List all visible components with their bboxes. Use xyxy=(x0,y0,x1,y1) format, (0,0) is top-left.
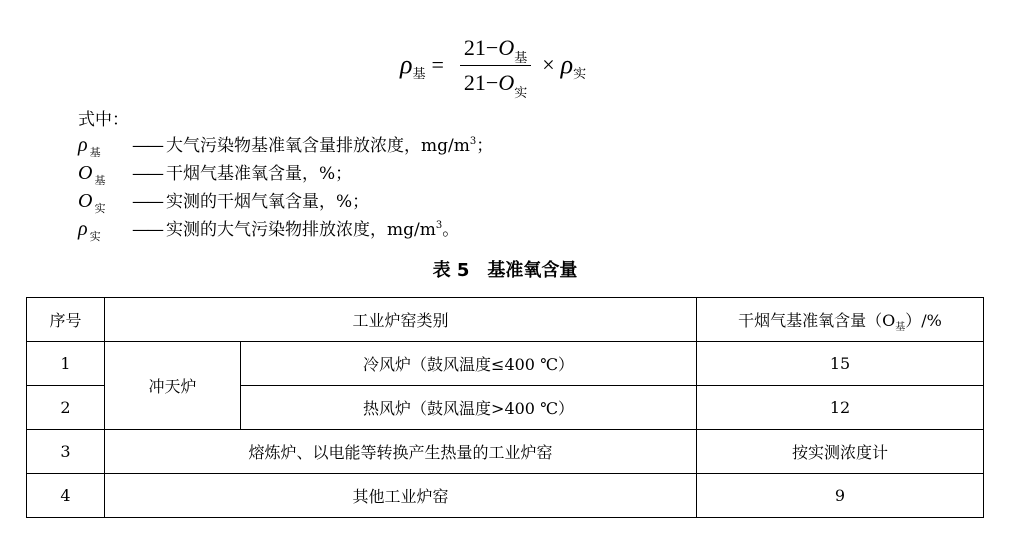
numerator-const: 21 xyxy=(463,34,486,60)
definition-symbol: O $_实$ xyxy=(78,190,106,215)
numerator-sub: 基 xyxy=(514,49,528,65)
formula-rhs-sub: 实 xyxy=(573,65,587,81)
denominator-const: 21 xyxy=(463,69,486,95)
formula-lhs-sub: 基 xyxy=(412,65,426,81)
definition-end: 。 xyxy=(442,220,460,240)
definition-item xyxy=(78,217,493,245)
header-oxygen: 干烟气基准氧含量$(O_基)/\%$ xyxy=(697,298,984,342)
formula-denominator xyxy=(460,65,531,100)
cell-category: 热风炉（鼓风温度>400 ℃） xyxy=(241,386,697,430)
definition-item xyxy=(78,161,493,189)
header-category: 工业炉窑类别 xyxy=(105,298,697,342)
definition-symbol: ρ $_基$ xyxy=(78,134,101,159)
table-header-row xyxy=(27,298,984,342)
definition-dash: —— xyxy=(132,164,162,184)
definition-text: 干烟气基准氧含量，%； xyxy=(166,164,353,184)
table-row xyxy=(27,474,984,518)
cell-group-label: 冲天炉 xyxy=(105,342,241,430)
formula-definitions xyxy=(78,108,493,245)
table-row xyxy=(27,342,984,386)
definitions-intro: 式中： xyxy=(78,110,129,130)
cell-no: 4 xyxy=(27,474,105,518)
cell-no: 3 xyxy=(27,430,105,474)
reference-oxygen-table xyxy=(26,297,984,518)
table-title: 表 5 基准氧含量 xyxy=(432,260,578,281)
formula-lhs-symbol: ρ xyxy=(400,50,413,79)
cell-category: 其他工业炉窑 xyxy=(105,474,697,518)
cell-category: 熔炼炉、以电能等转换产生热量的工业炉窑 xyxy=(105,430,697,474)
definition-text: 实测的大气污染物排放浓度，mg/m xyxy=(166,220,436,240)
cell-no: 1 xyxy=(27,342,105,386)
header-no: 序号 xyxy=(27,298,105,342)
table-row xyxy=(27,430,984,474)
formula-numerator xyxy=(460,35,531,65)
numerator-symbol: O xyxy=(498,34,515,60)
cell-value: 9 xyxy=(697,474,984,518)
denominator-sub: 实 xyxy=(514,84,528,100)
definition-text: 大气污染物基准氧含量排放浓度，mg/m xyxy=(166,136,470,156)
definition-sup: 3 xyxy=(469,136,477,147)
numerator-minus: − xyxy=(485,34,499,60)
formula-equals: = xyxy=(431,52,444,77)
formula-times: × xyxy=(542,52,555,77)
definition-item xyxy=(78,189,493,217)
oxygen-correction-formula xyxy=(400,30,586,100)
denominator-symbol: O xyxy=(498,69,515,95)
formula-rhs-symbol: ρ xyxy=(560,50,574,79)
definition-dash: —— xyxy=(132,192,162,212)
cell-value: 12 xyxy=(697,386,984,430)
definition-dash: —— xyxy=(132,220,162,240)
cell-no: 2 xyxy=(27,386,105,430)
definition-end: ； xyxy=(476,136,494,156)
formula-fraction xyxy=(460,34,531,100)
definition-item xyxy=(78,133,493,161)
definition-symbol: O $_基$ xyxy=(78,162,106,187)
definition-sup: 3 xyxy=(435,220,443,231)
cell-value: 按实测浓度计 xyxy=(697,430,984,474)
cell-category: 冷风炉（鼓风温度≤400 ℃） xyxy=(241,342,697,386)
denominator-minus: − xyxy=(485,69,499,95)
cell-value: 15 xyxy=(697,342,984,386)
definition-symbol: ρ $_实$ xyxy=(78,218,101,243)
definition-dash: —— xyxy=(132,136,162,156)
definition-text: 实测的干烟气氧含量，%； xyxy=(166,192,370,212)
